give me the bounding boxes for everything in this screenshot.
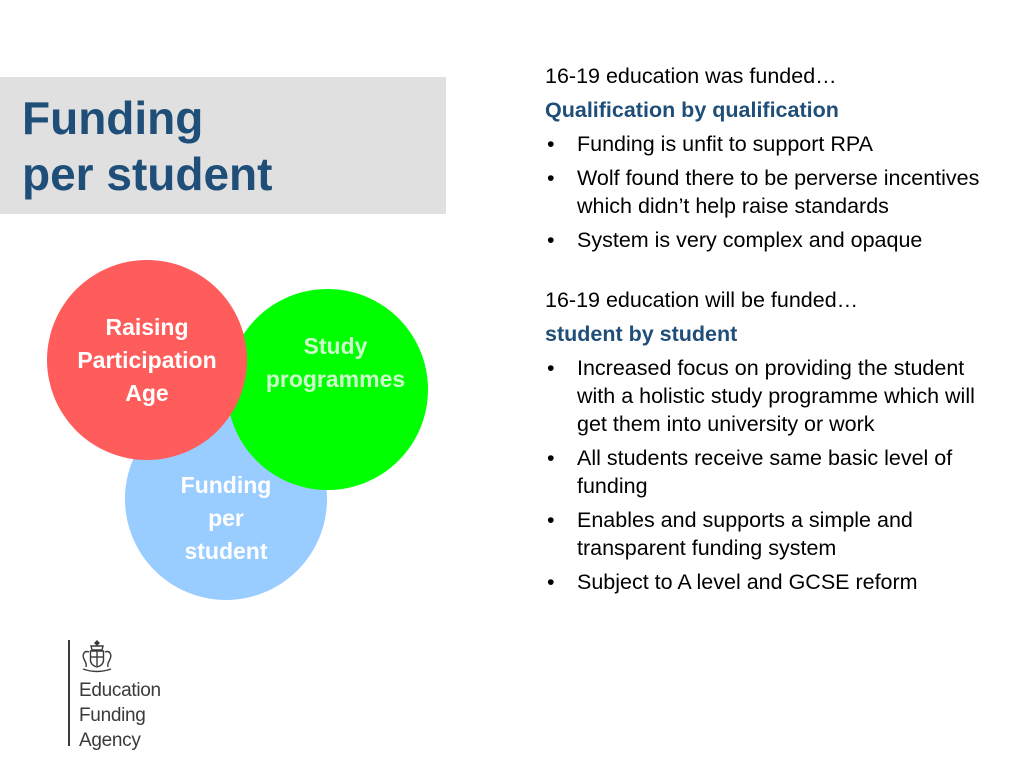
after-intro: 16-19 education will be funded… [545,288,859,312]
efa-logo [68,638,188,750]
list-item: • Wolf found there to be perverse incentives which didn’t help raise standards [545,164,995,220]
logo-text: Education Funding Agency [79,680,161,751]
circle-study-label: Study programmes [265,332,406,392]
after-bullet-list [545,354,995,596]
before-intro: 16-19 education was funded… [545,64,837,88]
after-subheading: student by student [545,322,738,346]
list-item: • System is very complex and opaque [545,226,995,254]
list-item: • Increased focus on providing the student with a holistic study programme which will get them into university or work [545,354,995,438]
slide-title: Funding per student [22,92,273,200]
list-item: • Subject to A level and GCSE reform [545,568,995,596]
circle-funding-label: Funding per student [180,471,272,564]
circle-raising-participation-age [47,260,247,460]
circle-rpa-label: Raising Participation Age [77,313,217,406]
royal-crest-icon [78,638,116,674]
list-item: • Enables and supports a simple and transparent funding system [545,506,995,562]
list-item: • All students receive same basic level of funding [545,444,995,500]
content-panel [545,60,995,602]
logo-divider [68,640,70,746]
before-bullet-list [545,130,995,254]
circle-study-programmes [227,289,428,490]
before-subheading: Qualification by qualification [545,98,839,122]
list-item: • Funding is unfit to support RPA [545,130,995,158]
